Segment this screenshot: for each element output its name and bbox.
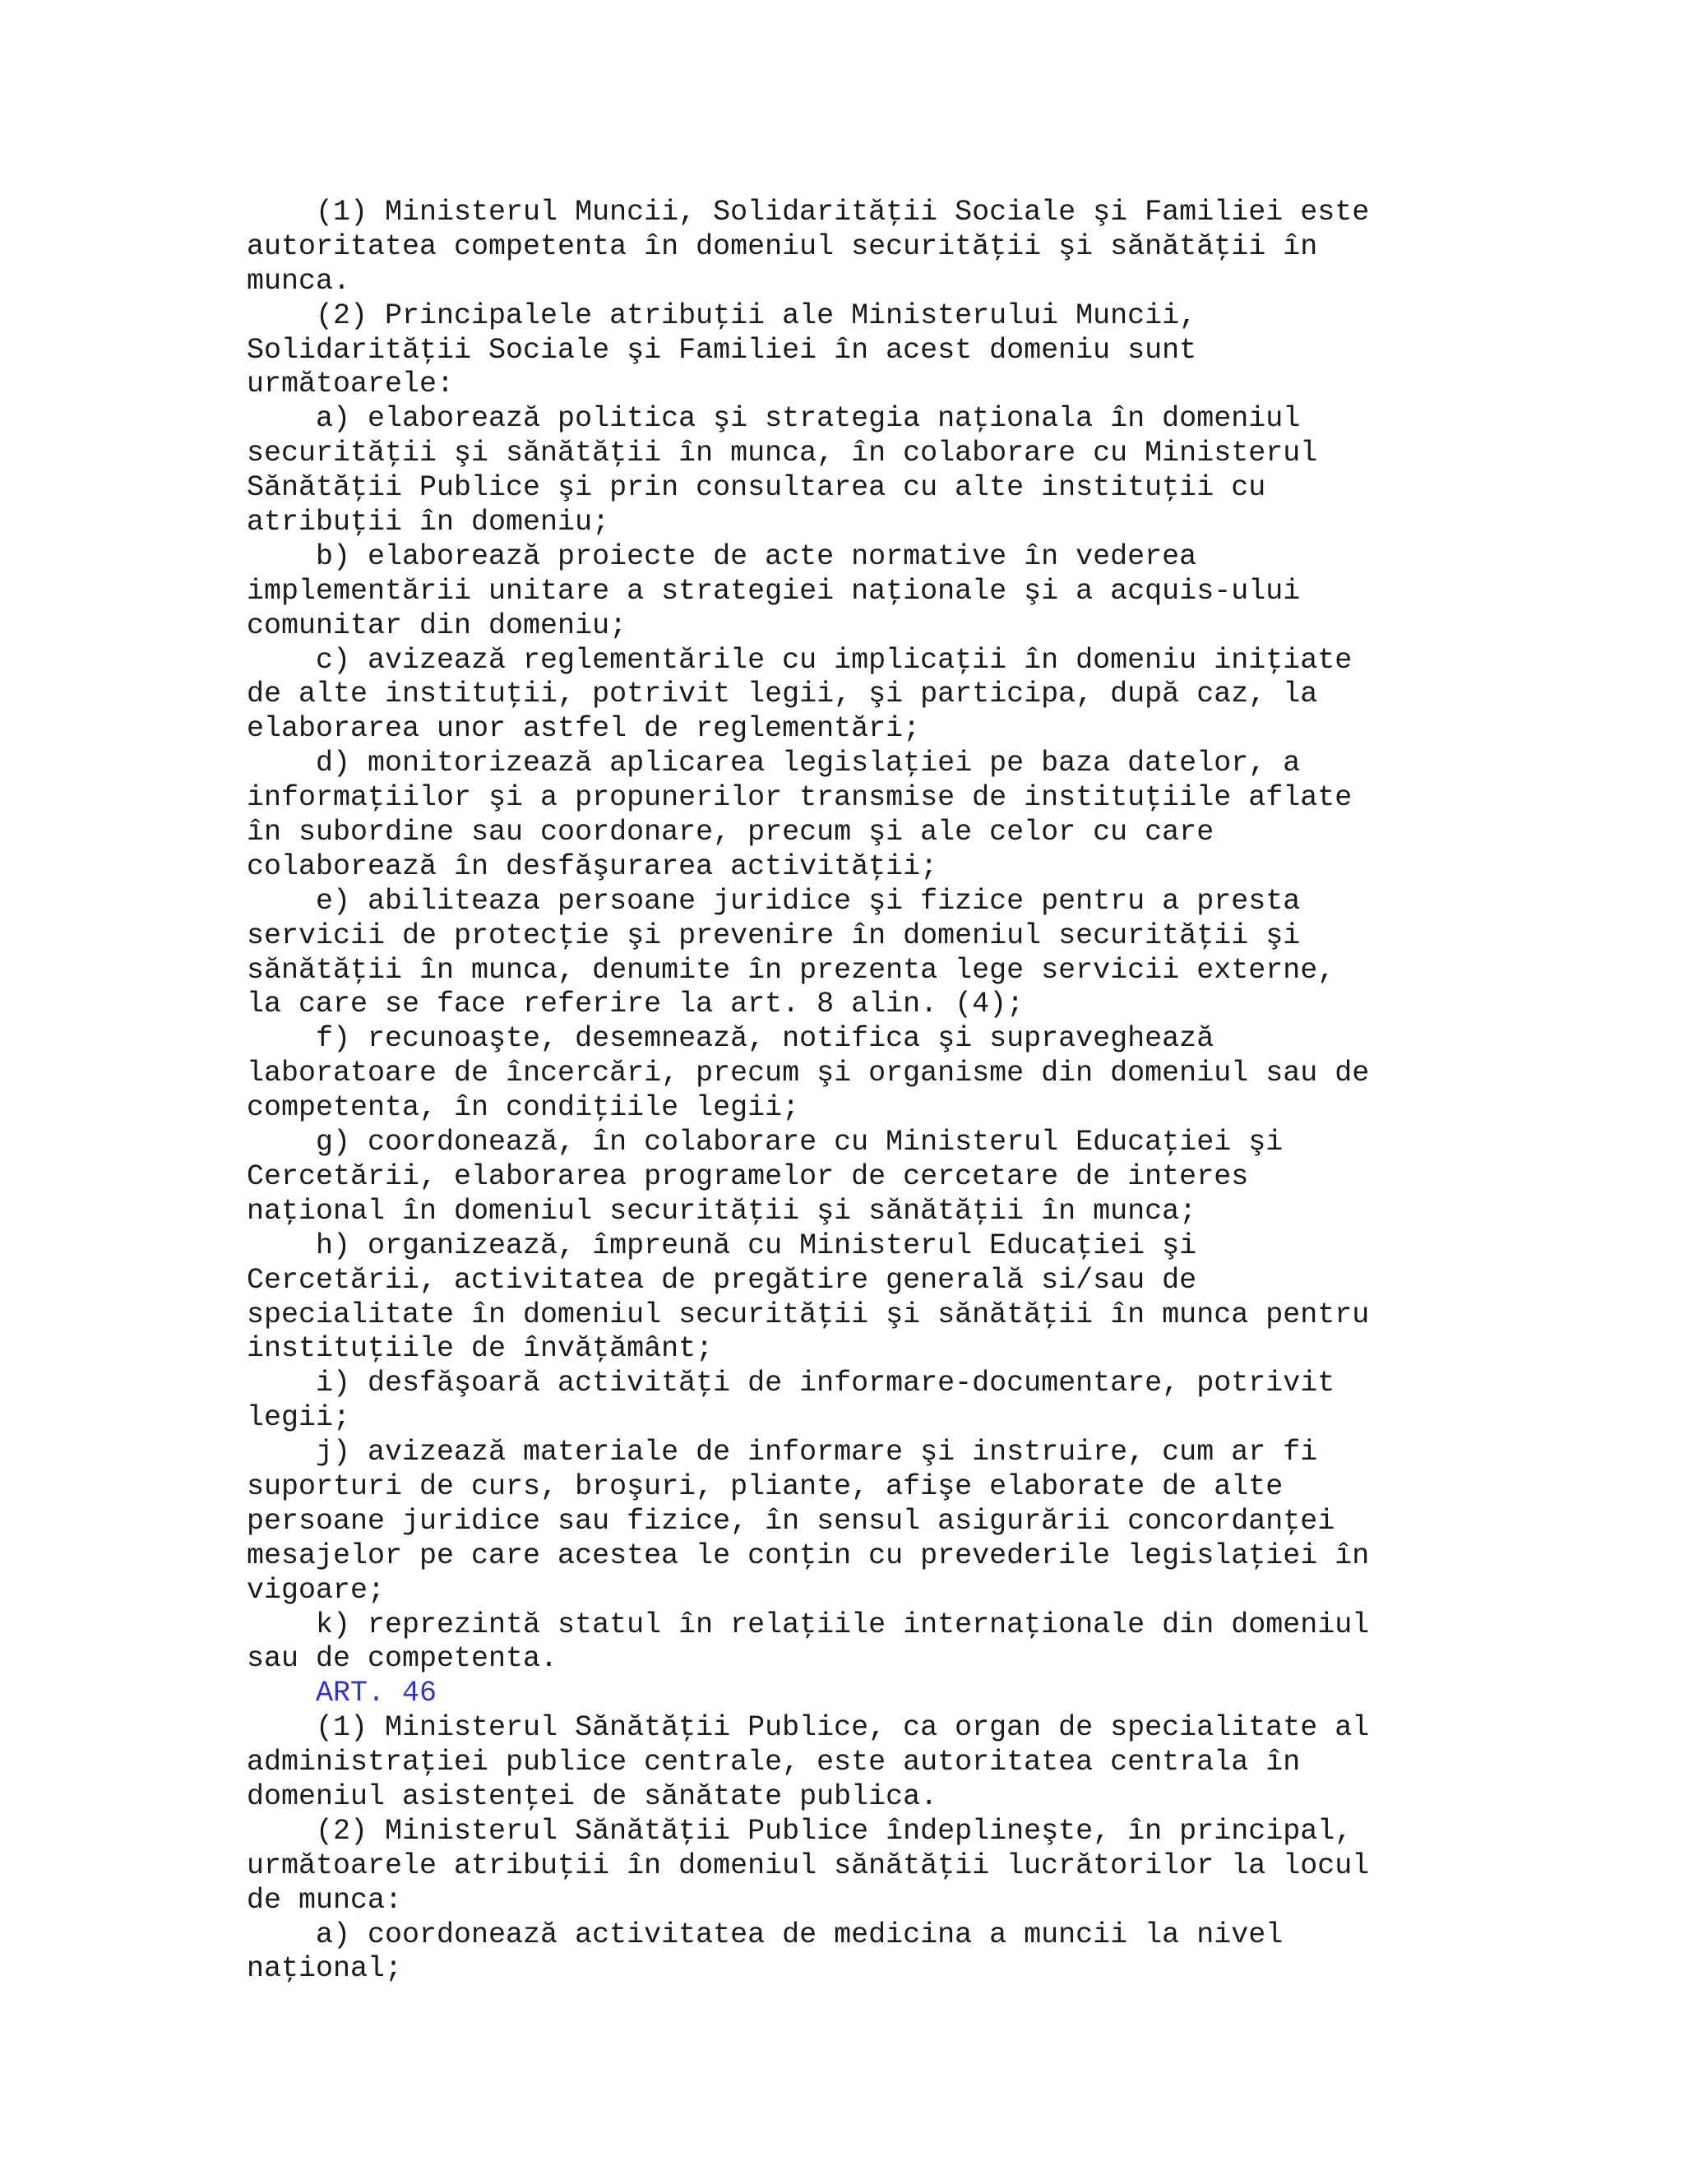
text-line: (1) Ministerul Muncii, Solidarităţii Sociale şi Familiei este — [247, 196, 1370, 229]
text-line: în subordine sau coordonare, precum şi ale celor cu care — [247, 816, 1214, 849]
text-line: e) abiliteaza persoane juridice şi fizice pentru a presta — [247, 884, 1301, 918]
text-line: a) coordonează activitatea de medicina a muncii la nivel — [247, 1918, 1284, 1951]
text-line: (1) Ministerul Sănătăţii Publice, ca organ de specialitate al — [247, 1711, 1370, 1745]
text-line: următoarele atribuţii în domeniul sănătăţii lucrătorilor la locul — [247, 1849, 1370, 1882]
text-line: legii; — [247, 1401, 351, 1435]
text-line: de alte instituţii, potrivit legii, şi participa, după caz, la — [247, 678, 1318, 711]
text-line: comunitar din domeniu; — [247, 608, 627, 642]
text-line: munca. — [247, 264, 351, 298]
text-line: Solidarităţii Sociale şi Familiei în acest domeniu sunt — [247, 333, 1197, 367]
text-line: Cercetării, activitatea de pregătire generală si/sau de — [247, 1263, 1197, 1297]
text-line: mesajelor pe care acestea le conţin cu prevederile legislaţiei în — [247, 1539, 1370, 1572]
text-line — [247, 1677, 1661, 1711]
text-line: (2) Ministerul Sănătăţii Publice îndeplineşte, în principal, — [247, 1814, 1353, 1848]
text-line: b) elaborează proiecte de acte normative în vederea — [247, 539, 1197, 573]
text-line: j) avizează materiale de informare şi instruire, cum ar fi — [247, 1436, 1318, 1469]
text-line: a) elaborează politica şi strategia naţionala în domeniul — [247, 402, 1301, 436]
text-line: autoritatea competenta în domeniul securităţii şi sănătăţii în — [247, 229, 1318, 263]
text-line: sănătăţii în munca, denumite în prezenta lege servicii externe, — [247, 953, 1335, 987]
text-line: Sănătăţii Publice şi prin consultarea cu alte instituţii cu — [247, 471, 1266, 505]
text-line: securităţii şi sănătăţii în munca, în colaborare cu Ministerul — [247, 437, 1318, 470]
text-line: următoarele: — [247, 368, 455, 401]
text-line: administraţiei publice centrale, este autoritatea centrala în — [247, 1746, 1301, 1779]
text-line: persoane juridice sau fizice, în sensul asigurării concordanţei — [247, 1504, 1335, 1538]
text-line: i) desfăşoară activităţi de informare-documentare, potrivit — [247, 1367, 1335, 1400]
text-line: la care se face referire la art. 8 alin. (4); — [247, 988, 1025, 1021]
text-line: c) avizează reglementările cu implicaţii în domeniu iniţiate — [247, 643, 1353, 677]
text-line: competenta, în condiţiile legii; — [247, 1091, 800, 1125]
text-line: (2) Principalele atribuţii ale Ministerului Muncii, — [247, 298, 1197, 332]
text-line: f) recunoaşte, desemnează, notifica şi supraveghează — [247, 1022, 1214, 1056]
text-line: Cercetării, elaborarea programelor de cercetare de interes — [247, 1159, 1249, 1193]
text-line: g) coordonează, în colaborare cu Ministerul Educaţiei şi — [247, 1126, 1284, 1159]
text-line: specialitate în domeniul securităţii şi sănătăţii în munca pentru — [247, 1298, 1370, 1331]
text-line: colaborează în desfăşurarea activităţii; — [247, 849, 938, 883]
text-line: instituţiile de învăţământ; — [247, 1332, 714, 1366]
text-line: sau de competenta. — [247, 1642, 558, 1676]
text-line: d) monitorizează aplicarea legislaţiei pe baza datelor, a — [247, 747, 1301, 780]
text-line: k) reprezintă statul în relaţiile internaţionale din domeniul — [247, 1608, 1370, 1641]
text-line: vigoare; — [247, 1573, 386, 1607]
text-line: suporturi de curs, broşuri, pliante, afişe elaborate de alte — [247, 1469, 1284, 1503]
text-line: implementării unitare a strategiei naţionale şi a acquis-ului — [247, 574, 1301, 608]
text-line: informaţiilor şi a propunerilor transmise de instituţiile aflate — [247, 781, 1353, 815]
text-line: naţional; — [247, 1952, 403, 1986]
document-body — [247, 196, 1661, 1987]
text-line: atribuţii în domeniu; — [247, 506, 610, 539]
text-line: laboratoare de încercări, precum şi organisme din domeniul sau de — [247, 1057, 1370, 1090]
text-line: elaborarea unor astfel de reglementări; — [247, 712, 921, 746]
text-line: domeniul asistenţei de sănătate publica. — [247, 1779, 938, 1813]
text-line: de munca: — [247, 1883, 403, 1917]
text-line: naţional în domeniul securităţii şi sănătăţii în munca; — [247, 1194, 1197, 1228]
text-line: servicii de protecţie şi prevenire în domeniul securităţii şi — [247, 918, 1301, 952]
text-line: h) organizează, împreună cu Ministerul Educaţiei şi — [247, 1228, 1197, 1262]
article-link[interactable]: ART. 46 — [316, 1677, 437, 1710]
